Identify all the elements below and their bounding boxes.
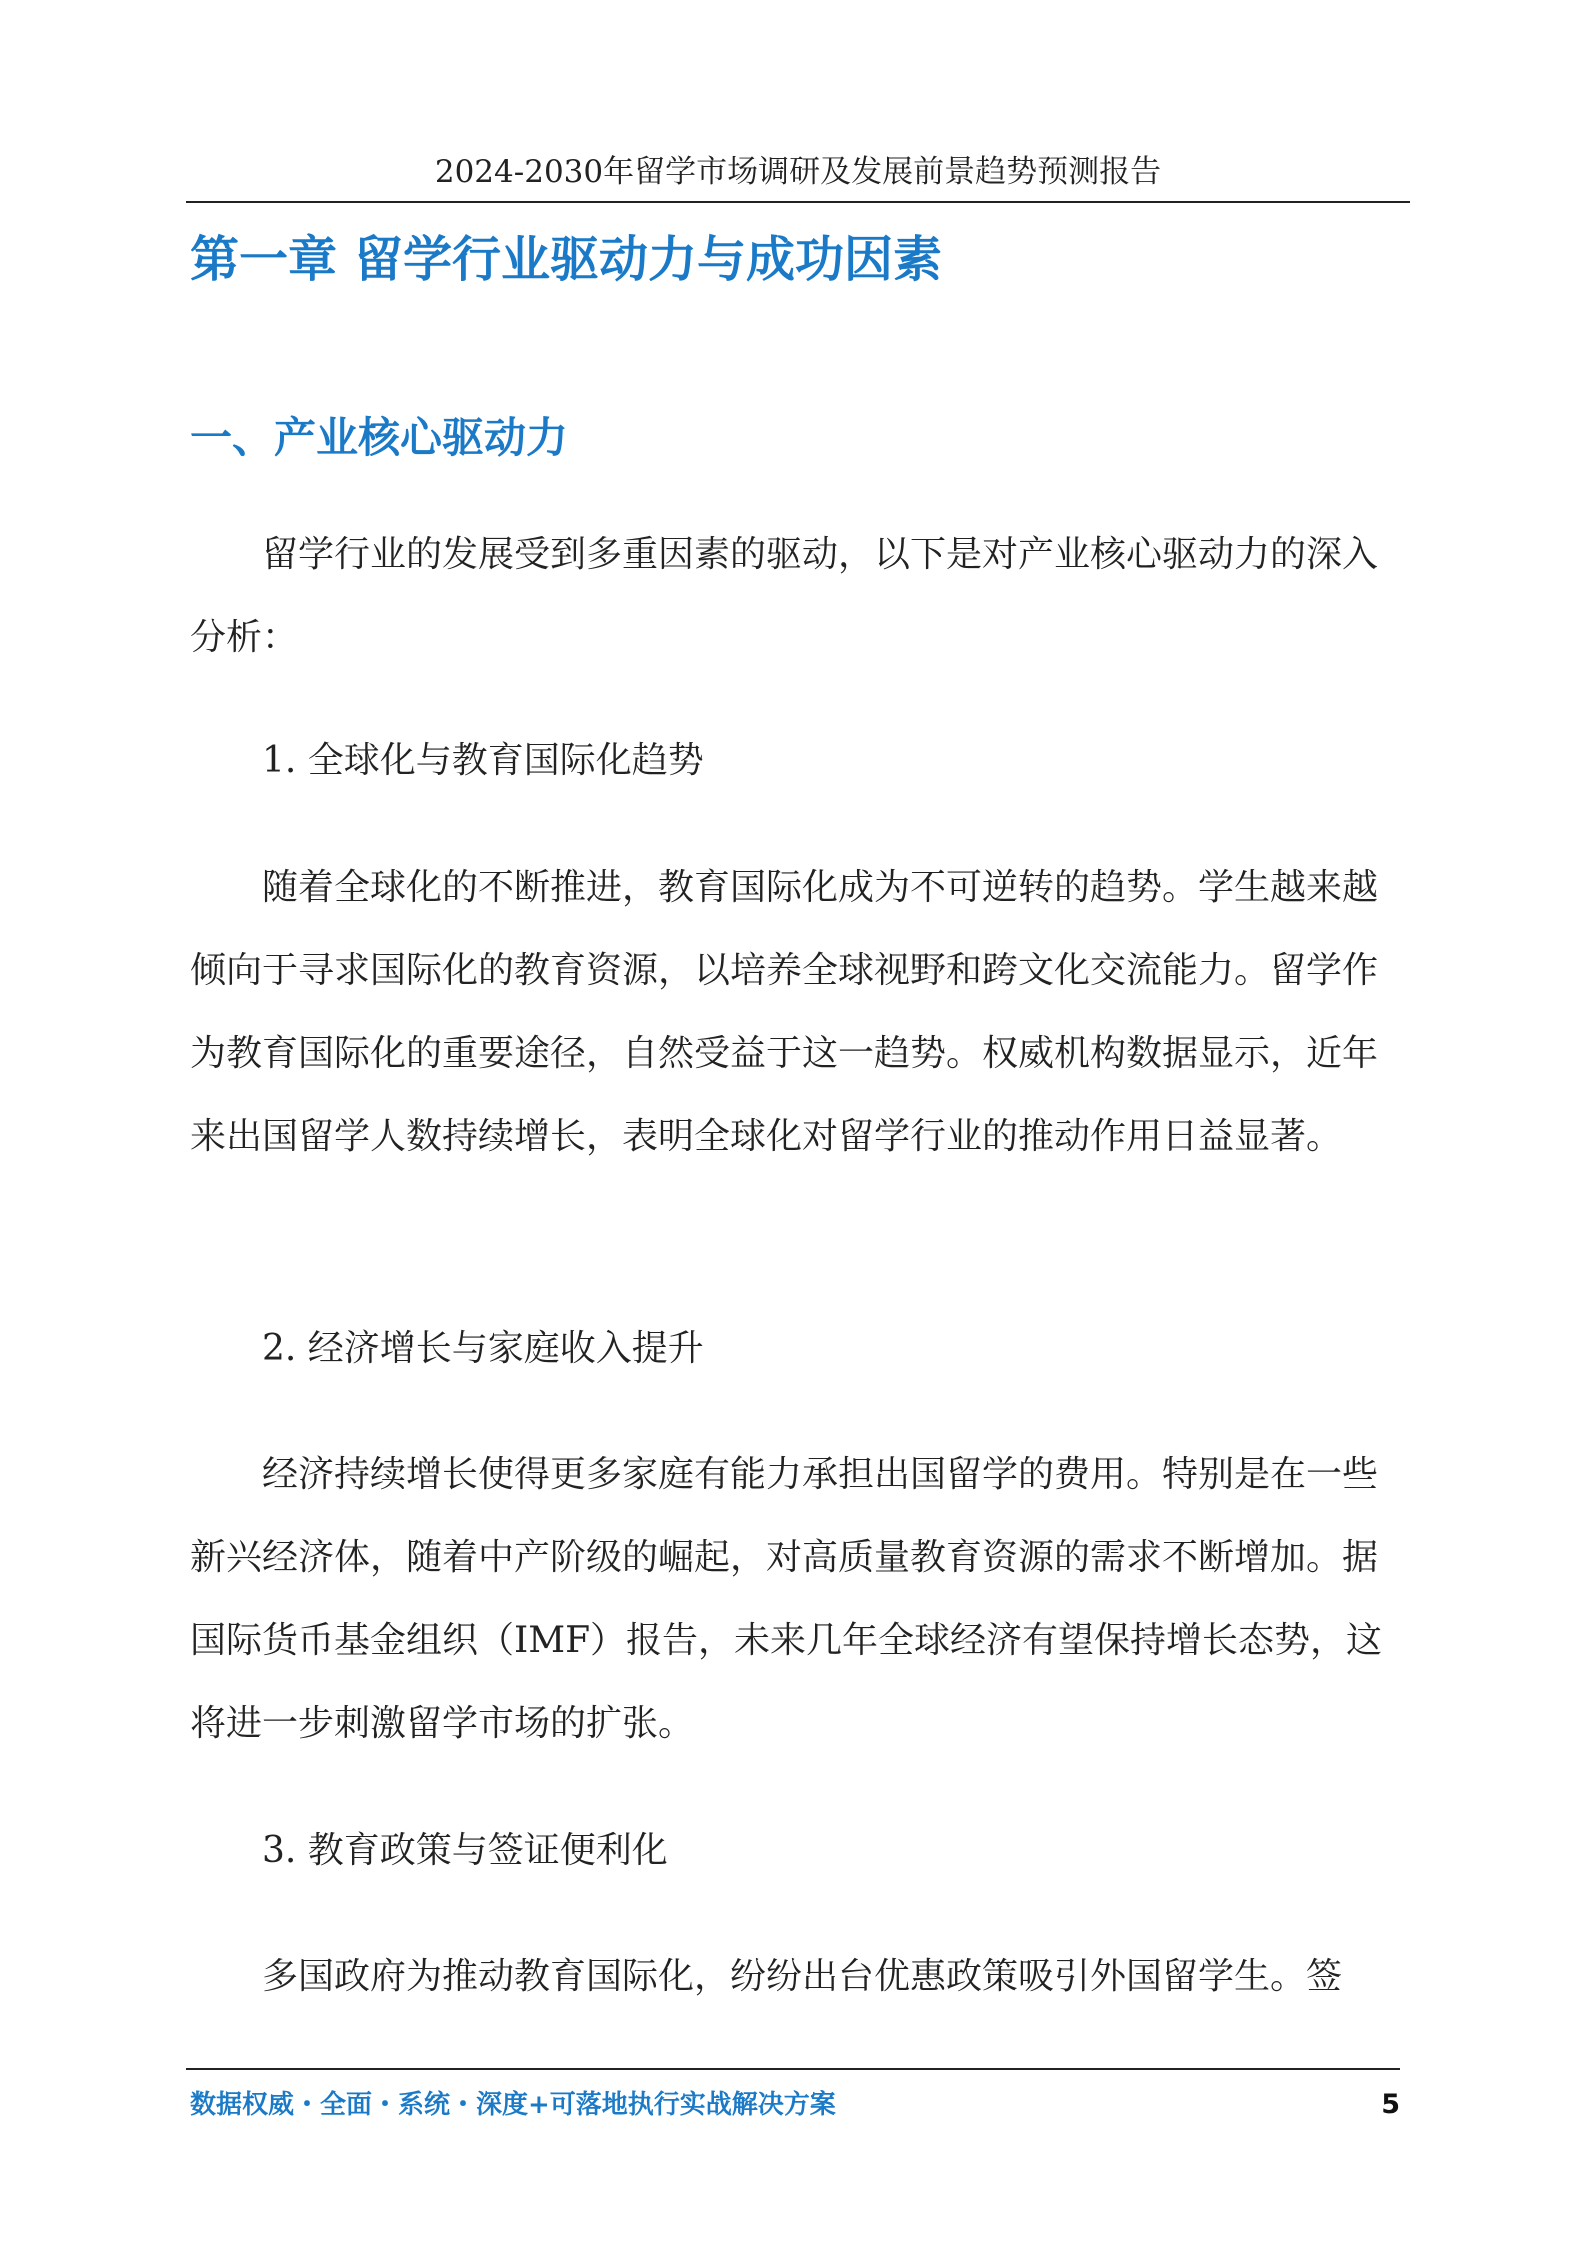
chapter-title: 第一章 留学行业驱动力与成功因素: [190, 231, 943, 288]
header-divider: [186, 201, 1410, 203]
item2-heading: 2. 经济增长与家庭收入提升: [262, 1328, 704, 1369]
item3-heading: 3. 教育政策与签证便利化: [262, 1830, 668, 1871]
item2-paragraph: 经济持续增长使得更多家庭有能力承担出国留学的费用。特别是在一些新兴经济体，随着中产阶级的崛起，对高质量教育资源的需求不断增加。据国际货币基金组织（IMF）报告，未来几年全球经济有望保持增长态势，这将进一步刺激留学市场的扩张。: [190, 1454, 1383, 1744]
page-number: 5: [1381, 2089, 1400, 2120]
footer-slogan: 数据权威・全面・系统・深度+可落地执行实战解决方案: [190, 2090, 836, 2120]
section-title: 一、产业核心驱动力: [190, 413, 569, 462]
running-header: 2024-2030年留学市场调研及发展前景趋势预测报告: [434, 154, 1162, 190]
item3-paragraph: 多国政府为推动教育国际化，纷纷出台优惠政策吸引外国留学生。签: [262, 1956, 1343, 1997]
footer-divider: [186, 2068, 1400, 2070]
item1-heading: 1. 全球化与教育国际化趋势: [262, 740, 704, 781]
intro-paragraph: 留学行业的发展受到多重因素的驱动，以下是对产业核心驱动力的深入分析：: [190, 534, 1379, 658]
item1-paragraph: 随着全球化的不断推进，教育国际化成为不可逆转的趋势。学生越来越倾向于寻求国际化的教育资源，以培养全球视野和跨文化交流能力。留学作为教育国际化的重要途径，自然受益于这一趋势。权威机构数据显示，近年来出国留学人数持续增长，表明全球化对留学行业的推动作用日益显著。: [190, 867, 1379, 1157]
